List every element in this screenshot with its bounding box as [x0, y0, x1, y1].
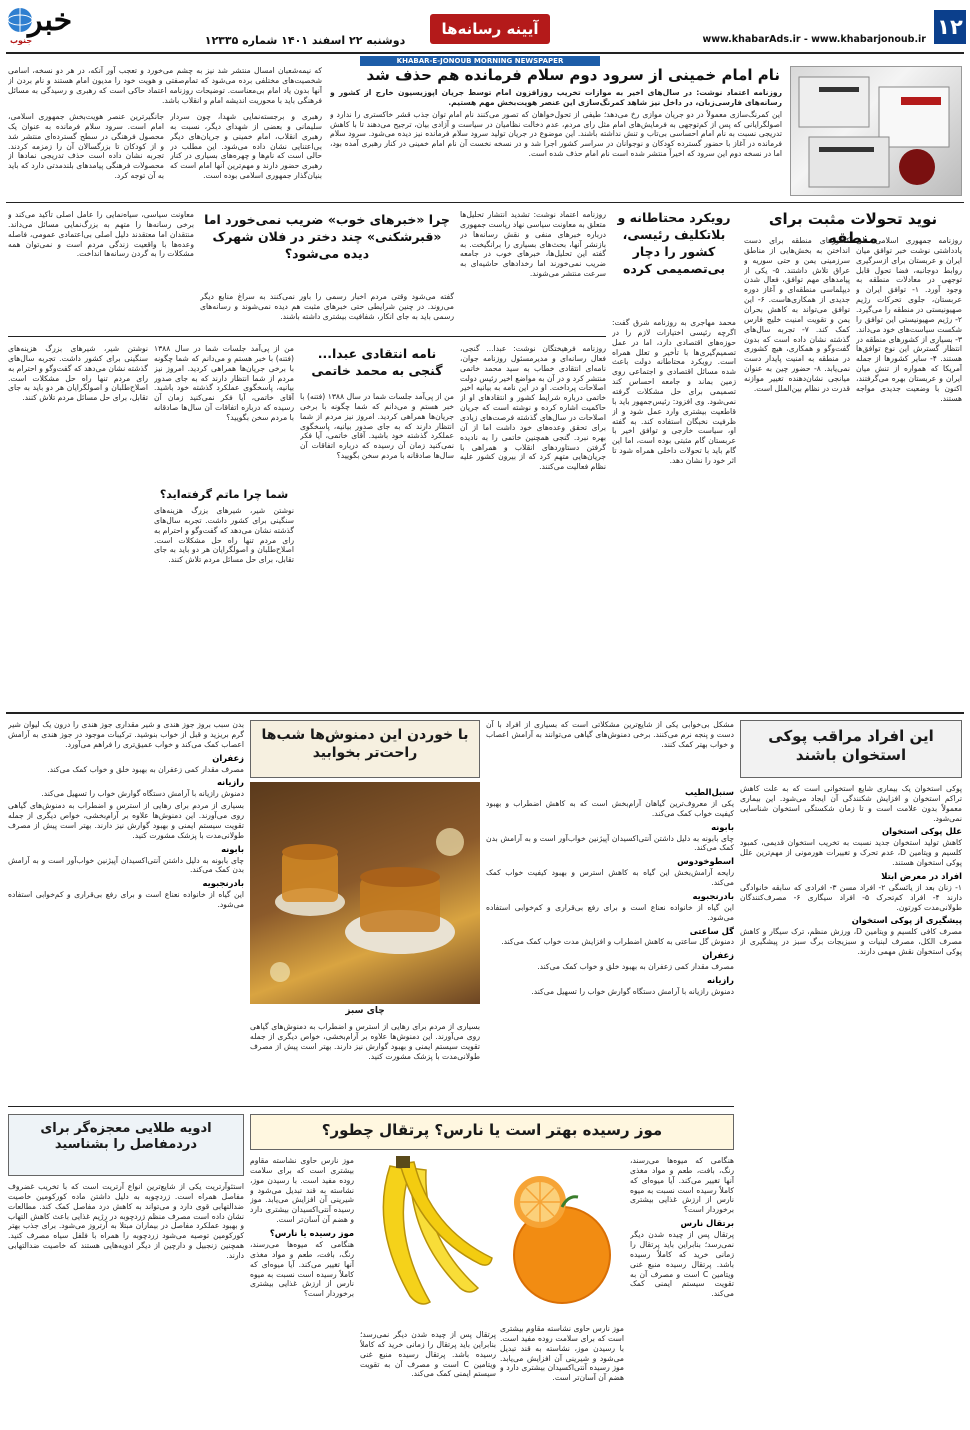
bone-section-1-title: علل پوکی استخوان	[881, 826, 962, 837]
raisi-title: رویکرد محتاطانه و بلاتکلیف رئیسی، کشور را دچار بی‌تصمیمی کرده	[617, 210, 731, 276]
fruit-col1-p2: پرتقال پس از چیده شدن دیگر نمی‌رسد؛ بنابراین باید پرتقال را زمانی خرید که کاملاً رسیده باشد. پرتقال رسیده منبع غنی ویتامین C است و مصرف آن به تقویت سیستم ایمنی کمک می‌کند.	[630, 1230, 734, 1299]
bone-section-2-title: افراد در معرض ابتلا	[881, 870, 962, 881]
section-title: آیینه رسانه‌ها	[441, 20, 539, 38]
tea-item-2-name: بابونه	[711, 821, 734, 832]
divider-1	[6, 202, 964, 203]
khatami-title: نامه انتقادی عبدا... گنجی به محمد خاتمی	[311, 346, 443, 378]
section-title-banner	[430, 14, 550, 44]
orange-illustration	[500, 1160, 624, 1320]
tea-items	[486, 784, 734, 1100]
logo-sub: جنوب	[10, 36, 33, 45]
bad-news-intro: روزنامه اعتماد نوشت: تشدید انتشار تحلیل‌ها متعلق به معاونت سیاسی نهاد ریاست جمهوری درباره خبرهای منفی و نقش رسانه‌ها در بازنشر آنها، بحث‌های بسیاری را برانگیخت. به گفته این تحلیل‌ها، خبرهای خوب در جامعه ضریب نمی‌خورند اما رخدادهای حاشیه‌ای به سرعت منتشر می‌شوند.	[460, 210, 606, 279]
regional-col-b: کشورهای منطقه برای دست انداختن به بخش‌هایی از مناطق سرزمینی یمن و حتی سوریه و عراق تلاش داشتند. ۵- یکی از پیامدهای مهم توافق، فعال شدن دیپلماسی منطقه‌ای و آغاز دوره جدیدی از همکاری‌هاست. ۶- این توافق می‌تواند به کاهش بحران یمن و تقویت امنیت خلیج فارس کمک کند. ۷- تجربه سال‌های گذشته نشان داده است که بدون گفت‌وگو و همکاری، هیچ کشوری در منطقه به امنیت پایدار دست نمی‌یابد. ۸- حضور چین به عنوان میانجی نشان‌دهنده تغییر موازنه قدرت در نظام بین‌الملل است.	[744, 236, 850, 393]
tea-left-sub-4: بادرنجبویه	[202, 878, 244, 889]
top-article-col-mid: رهبری و برجسته‌نمایی شهدا، چون سردار سلیمانی و بعضی از شهدای دیگر، نسبت به رهبری انقلاب، امام خمینی و جریان‌های دیگر بی‌اعتنایی نشان داده می‌شود. این مطلب در حالی است که نام‌ها و چهره‌های بسیاری در کنار رهبری حضور دارند و مهم‌ترین آنها امام است که بنیان‌گذار جمهوری اسلامی بوده است.	[170, 112, 322, 181]
page-number: ۱۲	[937, 15, 963, 39]
tea-item-5-text: دمنوش گل ساعتی به کاهش اضطراب و افزایش مدت خواب کمک می‌کند.	[501, 937, 734, 947]
logo-text: خبر	[28, 3, 73, 38]
khatami-col4: من از پی‌آمد جلسات شما در سال ۱۳۸۸ (فتنه) با خبر هستم و می‌دانم که شما چگونه با برخی جریان‌ها همراهی کردید. امروز نیز مردم از شما انتظار دارند که به جای صدور بیانیه، پاسخگوی عملکرد گذشته خود باشید. آقای خاتمی، آیا فکر نمی‌کنید زمان آن رسیده که درباره اتفاقات آن سال‌ها صادقانه با مردم سخن بگویید؟	[154, 344, 294, 423]
bone-section-2-text: ۱- زنان بعد از یائسگی ۲- افراد مسن ۳- افرادی که سابقه خانوادگی دارند ۴- افراد کم‌تحرک ۵- افراد سیگاری ۶- مصرف‌کنندگان طولانی‌مدت کورتون.	[740, 882, 962, 912]
top-article-title: نام امام خمینی از سرود دوم سلام فرمانده هم حذف شد	[366, 66, 780, 84]
tea-item-4-text: این گیاه از خانواده نعناع است و برای رفع بی‌قراری و کم‌خوابی استفاده می‌شود.	[486, 902, 734, 922]
masthead	[0, 0, 970, 54]
top-collage-image	[790, 66, 962, 196]
raisi-body: محمد مهاجری به روزنامه شرق گفت: اگرچه رئیسی اختیارات لازم را در حوزه‌های اقتصادی دارد، اما در عمل تصمیم‌گیری‌ها با تأخیر و تعلل همراه است. رویکرد محتاطانه دولت باعث شده مسائل اقتصادی و اجتماعی روی زمین بماند و جامعه احساس کند تصمیمی برای حل مشکلات گرفته نمی‌شود. وی افزود: رئیس‌جمهور باید با قاطعیت بیشتری وارد عمل شود و از ظرفیت نخبگان استفاده کند. به گفته او، سیاست خارجی و توافق اخیر با عربستان گام مثبتی بوده است، اما این گام باید با تحولات داخلی همراه شود تا اثر خود را نشان دهد.	[612, 318, 736, 466]
tea-left-sub-1: زعفران	[212, 752, 244, 763]
fruit-bottom: پرتقال پس از چیده شدن دیگر نمی‌رسد؛ بنابراین باید پرتقال را زمانی خرید که کاملاً رسیده باشد. پرتقال رسیده منبع غنی ویتامین C است و مصرف آن به تقویت سیستم ایمنی کمک می‌کند.	[360, 1330, 496, 1379]
tea-bottom-text: بسیاری از مردم برای رهایی از استرس و اضطراب به دمنوش‌های گیاهی روی می‌آورند. این دمنوش‌ها علاوه بر آرام‌بخشی، خواص دیگری از جمله تقویت سیستم ایمنی و بهبود گوارش نیز دارند. بهتر است پیش از مصرف طولانی‌مدت با پزشک مشورت کنید.	[250, 1022, 480, 1061]
tea-title-box	[250, 720, 480, 778]
tea-left-col	[8, 720, 244, 1100]
tea-left-sub-1-text: مصرف مقدار کمی زعفران به بهبود خلق و خواب کمک می‌کند.	[47, 764, 244, 774]
top-article-intro-p: روزنامه اعتماد نوشت: در سال‌های اخیر به موازات تخریب روزافزون امام توسط جریان اپوزیسیون خارج از کشور و رسانه‌های فارسی‌زبان، در داخل نیز شاهد کمرنگ‌سازی این عنصر هویت‌بخش مهم هستیم.	[330, 88, 782, 107]
tea-left-sub-4-text: این گیاه از خانواده نعناع است و برای رفع بی‌قراری و کم‌خوابی استفاده می‌شود.	[8, 890, 244, 909]
top-article-col-left: جانگیرترین عنصر هویت‌بخش جمهوری اسلامی، امام است. سرود سلام فرمانده به عنوان یک محصول فرهنگی در سطح گسترده‌ای منتشر شد و از کودکان تا بزرگسالان آن را زمزمه کردند. تجربه نشان داده است حذف تدریجی نمادها از محصولات فرهنگی پیامدهای بلندمدتی دارد که باید به آن توجه کرد.	[8, 112, 164, 181]
tea-item-7-text: دمنوش رازیانه با آرامش دستگاه گوارش خواب را تسهیل می‌کند.	[531, 987, 734, 997]
tea-photo	[250, 782, 480, 1004]
tea-title: با خوردن این دمنوش‌ها شب‌ها راحت‌تر بخوابید	[261, 727, 469, 761]
divider-3	[6, 712, 964, 714]
english-line: KHABAR-E-JONOUB MORNING NEWSPAPER	[360, 56, 600, 66]
divider-4	[8, 1106, 734, 1107]
bone-title: این افراد مراقب پوکی استخوان باشند	[768, 727, 934, 764]
khatami-body: روزنامه فرهیختگان نوشت: عبدا... گنجی، فعال رسانه‌ای و مدیرمسئول روزنامه جوان، نامه‌ای انتقادی خطاب به سید محمد خاتمی منتشر کرد و در آن به مواضع اخیر رئیس دولت اصلاحات پرداخت. او در این نامه به بیانیه اخیر خاتمی درباره شرایط کشور و انتقادهای او از حاکمیت اشاره کرده و نوشته است که جریان اصلاحات در سال‌های گذشته فرصت‌های زیادی برای تحقق وعده‌های خود داشت اما از آن بهره نبرد. گنجی همچنین خاتمی را به نادیده گرفتن دستاوردهای انقلاب و همراهی با جریان‌هایی متهم کرد که از بیرون کشور علیه نظام فعالیت می‌کنند.	[460, 344, 606, 472]
tea-left-sub-3-text: چای بابونه به دلیل داشتن آنتی‌اکسیدان آپیژنین خواب‌آور است و به آرامش بدن کمک می‌کند.	[8, 855, 244, 875]
page-number-box	[934, 10, 966, 44]
khatami-col3: نوشتن شیر، شیرهای بزرگ هزینه‌های سنگینی برای کشور داشت. تجربه سال‌های گذشته نشان می‌دهد که گفت‌وگو و احترام به رای مردم تنها راه حل مشکلات است. اصلاح‌طلبان و اصولگرایان هر دو باید به جای تقابل، برای حل مسائل مردم تلاش کنند.	[8, 344, 148, 403]
bone-title-box	[740, 720, 962, 778]
newspaper-logo	[6, 4, 86, 52]
tea-item-1-text: یکی از معروف‌ترین گیاهان آرام‌بخش است که به کاهش اضطراب و بهبود کیفیت خواب کمک می‌کند.	[486, 798, 734, 818]
bone-section-2	[740, 871, 962, 913]
fruit-title: موز رسیده بهتر است یا نارس؟ پرتقال چطور؟	[321, 1121, 663, 1139]
masthead-rule	[6, 52, 964, 54]
khatami-col2: من از پی‌آمد جلسات شما در سال ۱۳۸۸ (فتنه) با خبر هستم و می‌دانم که شما چگونه با برخی جریان‌ها همراهی کردید. امروز نیز مردم از شما انتظار دارند که به جای صدور بیانیه، پاسخگوی عملکرد گذشته خود باشید. آقای خاتمی، آیا فکر نمی‌کنید زمان آن رسیده که درباره اتفاقات آن سال‌ها صادقانه با مردم سخن بگویید؟	[300, 392, 454, 461]
spice-title: ادویه طلایی معجزه‌گر برای دردمفاصل را بشناسید	[40, 1121, 212, 1153]
tea-item-3-name: اسطوخودوس	[677, 856, 734, 867]
banana-photo	[360, 1156, 496, 1326]
fruit-title-box	[250, 1114, 734, 1150]
top-article-body	[330, 88, 782, 196]
fruit-subhead-1: برتقال نارس	[680, 1218, 734, 1229]
divider-2	[8, 336, 606, 337]
tea-item-6-text: مصرف مقدار کمی زعفران به بهبود خلق و خواب کمک می‌کند.	[537, 962, 734, 972]
websites[interactable]: www.khabarAds.ir - www.khabarjonoub.ir	[702, 34, 926, 45]
bone-section-3	[740, 915, 962, 957]
khatami-col5: نوشتن شیر، شیرهای بزرگ هزینه‌های سنگینی برای کشور داشت. تجربه سال‌های گذشته نشان می‌دهد که گفت‌وگو و احترام به رای مردم تنها راه حل مشکلات است. اصلاح‌طلبان و اصولگرایان هر دو باید به جای تقابل، برای حل مسائل مردم تلاش کنند.	[154, 506, 294, 565]
tea-cups-illustration	[250, 782, 480, 1004]
tea-caption: چای سبز	[345, 1006, 385, 1016]
bone-section-3-text: مصرف کافی کلسیم و ویتامین D، ورزش منظم، ترک سیگار و کاهش مصرف الکل، مصرف لبنیات و سبزیجات برگ سبز در پیشگیری از پوکی استخوان نقش مهمی دارند.	[740, 927, 962, 957]
tea-item-1-name: سنبل‌الطیب	[684, 787, 734, 797]
tea-item-3-text: رایحه آرامش‌بخش این گیاه به کاهش استرس و بهبود کیفیت خواب کمک می‌کند.	[486, 868, 734, 888]
fruit-col1-p: هنگامی که میوه‌ها می‌رسند، رنگ، بافت، طعم و مواد مغذی آنها تغییر می‌کند. آیا میوه‌ای که کاملاً رسیده است نسبت به میوه نارس از ارزش غذایی بیشتری برخوردار است؟	[630, 1156, 734, 1215]
fruit-col3	[250, 1156, 354, 1424]
tea-left-sub-2-text: دمنوش رازیانه با آرامش دستگاه گوارش خواب را تسهیل می‌کند.	[41, 789, 244, 799]
bad-news-side: معاونت سیاسی، سیاه‌نمایی را عامل اصلی تأکید می‌کند و برخی رسانه‌ها را متهم به بزرگ‌نمایی مسائل می‌داند. منتقدان اما معتقدند دلیل اصلی بی‌اعتمادی عمومی، فاصله وعده‌ها با واقعیت زندگی مردم است و نمی‌توان همه مشکلات را به گردن رسانه‌ها انداخت.	[8, 210, 194, 259]
bone-section-3-title: پیشگیری از پوکی استخوان	[851, 915, 962, 926]
regional-col-a: روزنامه جمهوری اسلامی طی یادداشتی نوشت خبر توافق میان ایران و عربستان برای ازسرگیری روابط دوجانبه، فضا تحول قابل توجهی در معادلات منطقه به وجود آورد. ۱- توافق ایران و عربستان، جلوی تحرکات رژیم صهیونیستی در منطقه را می‌گیرد. ۲- رژیم صهیونیستی این توافق را شکست سیاست‌های خود می‌داند. ۳- بسیاری از کشورهای منطقه در انتظار گسترش این نوع توافق‌ها هستند. ۴- سایر کشورها از جمله آمریکا که همواره از تنش میان ایران و عربستان بهره می‌گرفتند، اکنون با وضعیت جدیدی مواجه هستند.	[856, 236, 962, 403]
fruit-subhead-2: موز رسیده یا نارس؟	[269, 1228, 354, 1239]
spice-title-box	[8, 1114, 244, 1176]
tea-left-sub-3: بابونه	[221, 843, 244, 854]
tea-item-4-name: بادرنجبویه	[692, 890, 734, 901]
tea-intro: مشکل بی‌خوابی یکی از شایع‌ترین مشکلاتی است که بسیاری از افراد با آن دست و پنجه نرم می‌کنند. برخی دمنوش‌های گیاهی می‌توانند به آرامش اعصاب و خواب بهتر کمک کنند.	[486, 720, 734, 749]
tea-left-col-p1: بدن سبب بروز جوز هندی و شیر مقداری جوز هندی را درون یک لیوان شیر گرم بریزید و قبل از خواب بنوشید. ترکیبات موجود در جوز هندی به آرامش اعصاب کمک می‌کند و خواب عمیق‌تری را فراهم می‌آورد.	[8, 720, 244, 749]
bone-intro: پوکی استخوان یک بیماری شایع استخوانی است که به علت کاهش تراکم استخوان و افزایش شکنندگی آن ایجاد می‌شود. این بیماری معمولاً بدون علامت است و تا زمان شکستگی استخوان شناسایی نمی‌شود.	[740, 784, 962, 823]
tea-item-2-text: چای بابونه به دلیل داشتن آنتی‌اکسیدان آپیژنین خواب‌آور است و به آرامش بدن کمک می‌کند.	[486, 833, 734, 853]
bad-news-col-c: گفته می‌شود وقتی مردم اخبار رسمی را باور نمی‌کنند به سراغ منابع دیگر می‌روند. در چنین شرایطی حتی خبرهای مثبت هم دیده نمی‌شوند و رسانه‌های رسمی باید به جای انکار، شفافیت بیشتری داشته باشند.	[200, 292, 454, 321]
tea-left-col-p2: بسیاری از مردم برای رهایی از استرس و اضطراب به دمنوش‌های گیاهی روی می‌آورند. این دمنوش‌ها علاوه بر آرام‌بخشی، خواص دیگری از جمله تقویت سیستم ایمنی و بهبود گوارش نیز دارند. بهتر است پیش از مصرف طولانی‌مدت با پزشک مشورت کنید.	[8, 801, 244, 840]
bone-section-1	[740, 826, 962, 868]
fruit-col2: موز نارس حاوی نشاسته مقاوم بیشتری است که برای سلامت روده مفید است. با رسیدن موز، نشاسته به قند تبدیل می‌شود و شیرینی آن افزایش می‌یابد. موز رسیده آنتی‌اکسیدان بیشتری دارد و هضم آن آسان‌تر است.	[500, 1324, 624, 1383]
fruit-col1	[630, 1156, 734, 1424]
bad-news-title: چرا «خبرهای خوب» ضریب نمی‌خورد اما «قبرشکنی» چند دختر در فلان شهرک دیده می‌شود؟	[204, 212, 450, 261]
fruit-col3-p2: هنگامی که میوه‌ها می‌رسند، رنگ، بافت، طعم و مواد مغذی آنها تغییر می‌کند. آیا میوه‌ای که کاملاً رسیده است نسبت به میوه نارس از ارزش غذایی بیشتری برخوردار است؟	[250, 1239, 354, 1299]
fruit-col3-p: موز نارس حاوی نشاسته مقاوم بیشتری است که برای سلامت روده مفید است. با رسیدن موز، نشاسته به قند تبدیل می‌شود و شیرینی آن افزایش می‌یابد. موز رسیده آنتی‌اکسیدان بیشتری دارد و هضم آن آسان‌تر است.	[250, 1156, 354, 1225]
banana-illustration	[360, 1156, 496, 1326]
khatami-subhead: شما چرا ماتم گرفته‌اید؟	[159, 488, 289, 501]
date-line: دوشنبه ۲۲ اسفند ۱۴۰۱ شماره ۱۲۳۳۵	[204, 34, 406, 47]
tea-item-7-name: رازیانه	[706, 975, 734, 986]
top-article-col-right: که نیمه‌شعبان امسال منتشر شد نیز به چشم می‌خورد و تعجب آور آنکه، در هر دو نسخه، اسامی شخصیت‌های مختلفی برده می‌شود که تمام‌صفتی و هویت خود را مدیون امام هستند و نام بردن از آنها بدون یاد امام بی‌معناست. توضیحات روزنامه اعتماد حاکی است که رهبری و رسیدگی به مسائل فرهنگی باید با محوریت اندیشه امام و انقلاب باشد.	[8, 66, 322, 105]
bone-section-1-text: کاهش تولید استخوان جدید نسبت به تخریب استخوان قدیمی، کمبود کلسیم و ویتامین D، عدم تحرک و تغییرات هورمونی از مهم‌ترین علل پوکی استخوان هستند.	[740, 838, 962, 868]
bone-body	[740, 784, 962, 1424]
newspapers-illustration	[790, 67, 961, 196]
tea-item-5-name: گل ساعتی	[689, 925, 734, 936]
regional-title: نوید تحولات مثبت برای منطقه	[768, 210, 938, 248]
orange-photo	[500, 1160, 624, 1320]
tea-item-6-name: زعفران	[702, 950, 734, 961]
tea-left-sub-2: رازیانه	[216, 777, 244, 788]
top-article-body-p: این کمرنگ‌سازی معمولاً در دو جریان موازی رخ می‌دهد؛ طیفی از تحول‌خواهان که تصور می‌کنند نام امام توان جذب قشر خاکستری را ندارد و اصولگرایانی که پس از کم‌توجهی به فرمایش‌های امام مثل رای مردم، عدم دخالت نظامیان در سیاست و آزادی بیان، ترجیح می‌دهند تا با کاهش تدریجی نسبت به نام امام احساسی بی‌تاب و تنش نداشته باشند. این موضوع در جریان تولید سرود سلام فرمانده نیز دیده می‌شود. سرود سلام فرمانده در آغاز با حضور گسترده کودکان و نوجوانان در سراسر کشور اجرا شد و در نسخه نخست آن نام امام خمینی در کنار رهبری آمده بود، اما در نسخه دوم این سرود که اخیراً منتشر شده است نام امام حذف شده است.	[330, 109, 782, 159]
spice-body: استئوآرتریت یکی از شایع‌ترین انواع آرتریت است که با تخریب غضروف مفاصل همراه است. زردچوبه به دلیل داشتن ماده کورکومین خاصیت ضدالتهابی قوی دارد و می‌تواند به کاهش درد مفاصل کمک کند. مطالعات نشان داده است مصرف منظم زردچوبه در رژیم غذایی باعث کاهش التهاب و بهبود عملکرد مفاصل در بیماران مبتلا به آرتروز می‌شود. برای جذب بهتر کورکومین توصیه می‌شود زردچوبه را همراه با فلفل سیاه مصرف کنید. همچنین زنجبیل و دارچین از دیگر ادویه‌هایی هستند که خاصیت ضدالتهابی دارند.	[8, 1182, 244, 1261]
